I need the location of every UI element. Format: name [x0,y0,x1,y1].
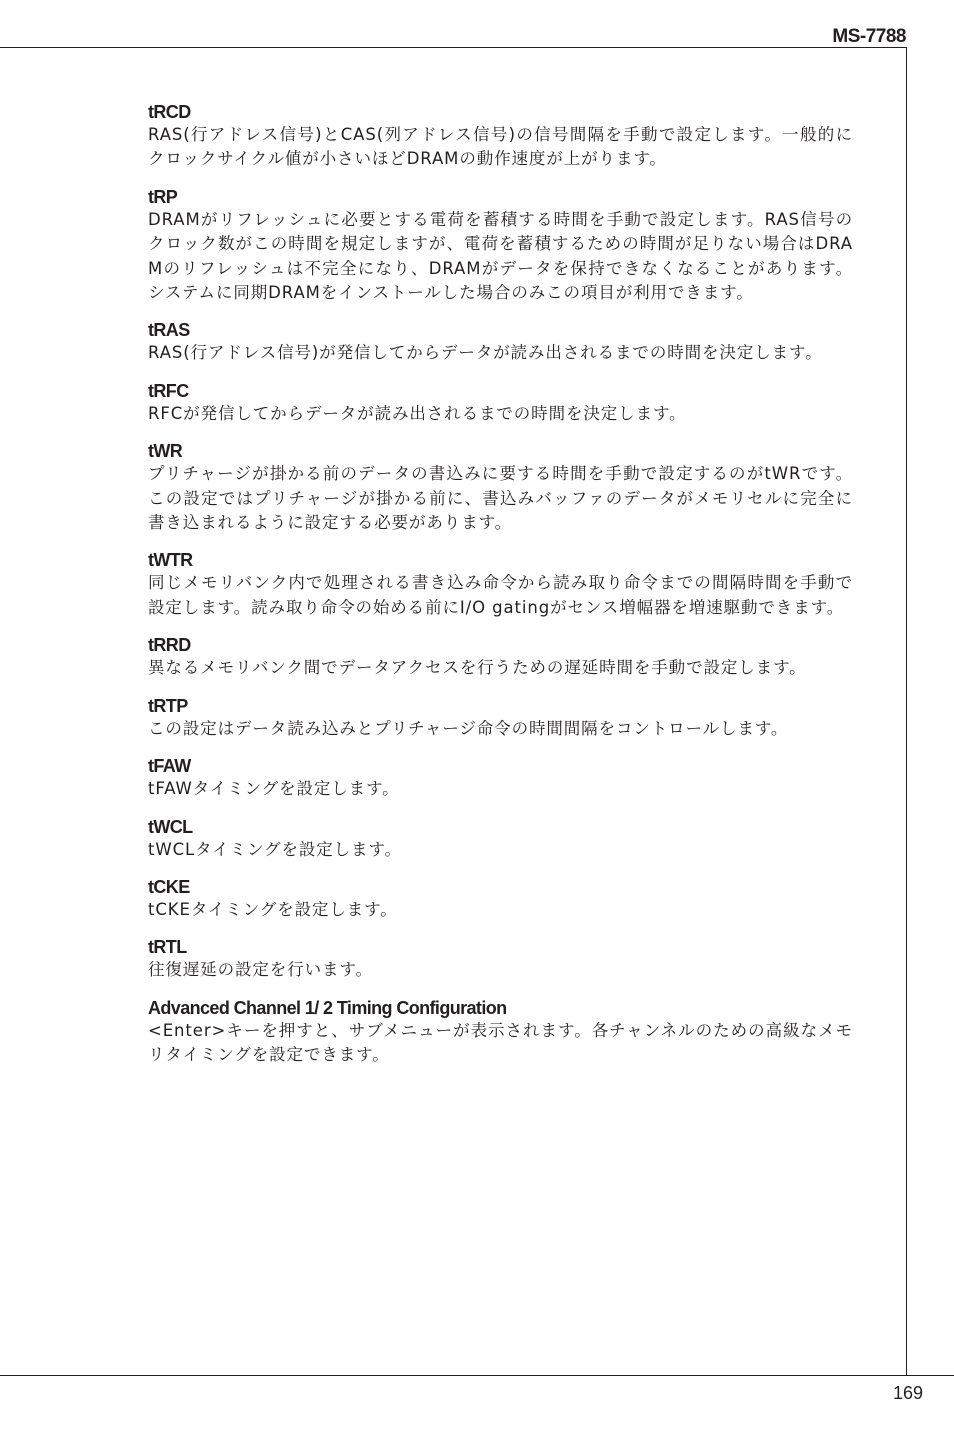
section-title: tRFC [148,380,189,401]
footer-rule [0,1375,954,1376]
section-title: tRTP [148,695,188,716]
section-tcke [148,876,853,922]
section-title: tRCD [148,102,191,122]
section-body: RAS(行アドレス信号)とCAS(列アドレス信号)の信号間隔を手動で設定します。一般的にクロックサイクル値が小さいほどDRAMの動作速度が上がります。 [148,125,853,169]
section-title: tRP [148,186,178,207]
section-title: tFAW [148,756,191,777]
section-body: 異なるメモリバンク間でデータアクセスを行うための遅延時間を手動で設定します。 [148,658,807,678]
section-title: tWR [148,441,183,462]
section-twtr [148,549,853,620]
section-title: tRRD [148,635,191,656]
page-number: 169 [892,1383,923,1403]
section-trtp [148,695,853,741]
section-body: この設定はデータ読み込みとプリチャージ命令の時間間隔をコントロールします。 [148,718,789,738]
section-body: tFAWタイミングを設定します。 [148,779,400,799]
section-title: tRAS [148,320,190,341]
main-content [148,101,853,1082]
margin-rule [906,47,907,1375]
section-trfc [148,380,853,426]
model-number: MS-7788 [832,26,906,47]
section-title: tWTR [148,550,193,571]
header-rule [0,47,907,48]
section-body: tWCLタイミングを設定します。 [148,839,402,859]
section-twcl [148,816,853,862]
section-body: プリチャージが掛かる前のデータの書込みに要する時間を手動で設定するのがtWRです。この設定ではプリチャージが掛かる前に、書込みバッファのデータがメモリセルに完全に書き込まれるように設定する必要があります。 [148,464,853,533]
section-body: RFCが発信してからデータが読み出されるまでの時間を決定します。 [148,403,687,423]
section-tras [148,319,853,365]
section-body: 往復遅延の設定を行います。 [148,960,373,980]
section-title: tCKE [148,876,190,897]
section-trp [148,186,853,306]
section-body: RAS(行アドレス信号)が発信してからデータが読み出されるまでの時間を決定します。 [148,343,823,363]
section-body: tCKEタイミングを設定します。 [148,899,398,919]
section-advanced-channel-timing [148,997,853,1068]
section-trcd [148,101,853,172]
section-trrd [148,634,853,680]
section-trtl [148,936,853,982]
section-title: tRTL [148,937,187,958]
section-body: DRAMがリフレッシュに必要とする電荷を蓄積する時間を手動で設定します。RAS信号のクロック数がこの時間を規定しますが、電荷を蓄積するための時間が足りない場合はDRAMのリフレッシュは不完全になり、DRAMがデータを保持できなくなることがあります。システムに同期DRAMをインストールした場合のみこの項目が利用できます。 [148,209,853,303]
section-twr [148,440,853,535]
section-body: <Enter>キーを押すと、サブメニューが表示されます。各チャンネルのための高級なメモリタイミングを設定できます。 [148,1020,853,1065]
section-title: Advanced Channel 1/ 2 Timing Configuration [148,997,507,1018]
section-title: tWCL [148,816,193,837]
section-body: 同じメモリバンク内で処理される書き込み命令から読み取り命令までの間隔時間を手動で設定します。読み取り命令の始める前にI/O gatingがセンス増幅器を増速駆動できます。 [148,573,853,617]
section-tfaw [148,755,853,801]
